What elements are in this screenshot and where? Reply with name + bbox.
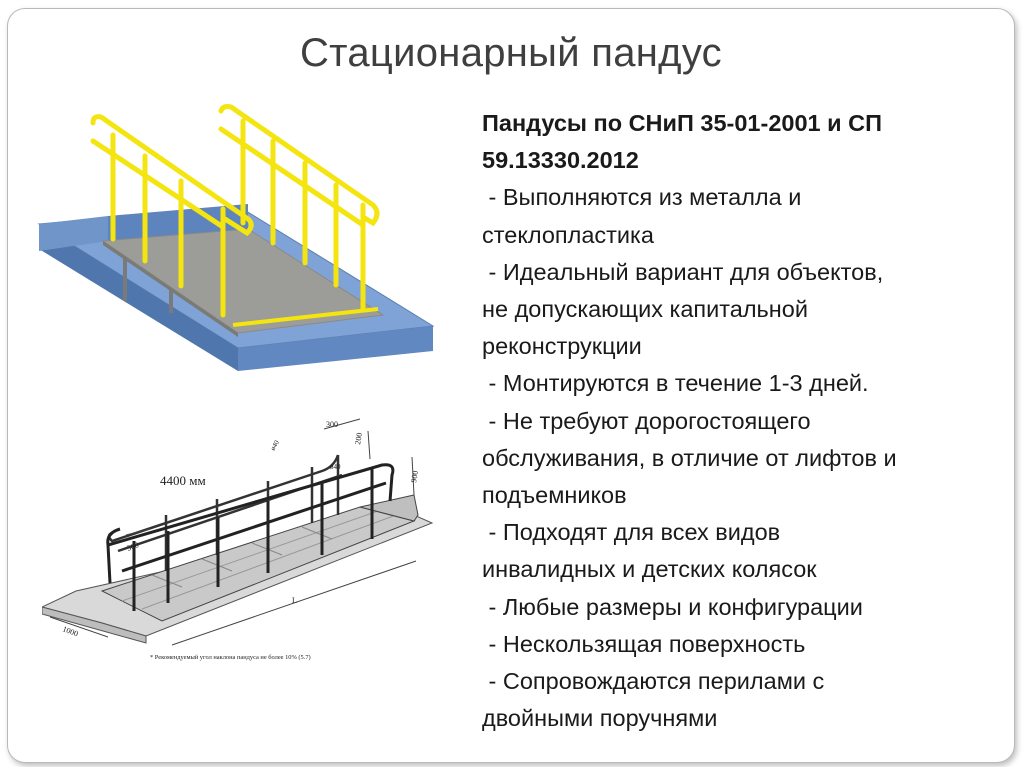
text-line: - Сопровождаются перилами с: [482, 668, 825, 695]
text-line: подъемников: [482, 482, 627, 509]
text-line: - Нескользящая поверхность: [482, 630, 806, 657]
ramp-technical-drawing: [42, 411, 442, 673]
dim-phi40-a: ø40: [268, 438, 281, 452]
text-line: - Идеальный вариант для объектов,: [482, 258, 884, 285]
dim-phi40-b: ø40: [330, 463, 341, 471]
dim-L: L: [292, 596, 297, 605]
text-line: - Подходят для всех видов: [482, 519, 781, 546]
length-label: 4400 мм: [160, 473, 206, 488]
text-line: обслуживания, в отличие от лифтов и: [482, 444, 897, 471]
text-line: - Монтируются в течение 1-3 дней.: [482, 370, 869, 397]
dim-1000: 1000: [61, 624, 80, 639]
text-line: двойными поручнями: [482, 705, 718, 732]
dim-200: 200: [353, 431, 365, 446]
drawing-footnote: * Рекомендуемый угол наклона пандуса не более 10% (5.7): [150, 654, 311, 661]
requirements-heading-line1: Пандусы по СНиП 35-01-2001 и СП: [482, 110, 882, 136]
ramp-3d-illustration: [33, 101, 443, 371]
requirements-heading-line2: 59.13330.2012: [482, 147, 639, 174]
text-line: стеклопластика: [482, 221, 654, 248]
dim-300-top: 300: [326, 420, 338, 429]
dim-300-left: 300: [125, 540, 140, 553]
text-line: - Не требуют дорогостоящего: [482, 407, 811, 434]
text-line: не допускающих капитальной: [482, 296, 808, 323]
dim-900: 900: [409, 469, 421, 484]
requirements-text: [482, 105, 992, 737]
slide: [7, 8, 1015, 763]
slide-title: Стационарный пандус: [300, 31, 722, 75]
text-line: реконструкции: [482, 333, 642, 360]
text-line: - Любые размеры и конфигурации: [482, 593, 863, 620]
text-line: инвалидных и детских колясок: [482, 556, 817, 583]
text-line: - Выполняются из металла и: [482, 184, 802, 211]
